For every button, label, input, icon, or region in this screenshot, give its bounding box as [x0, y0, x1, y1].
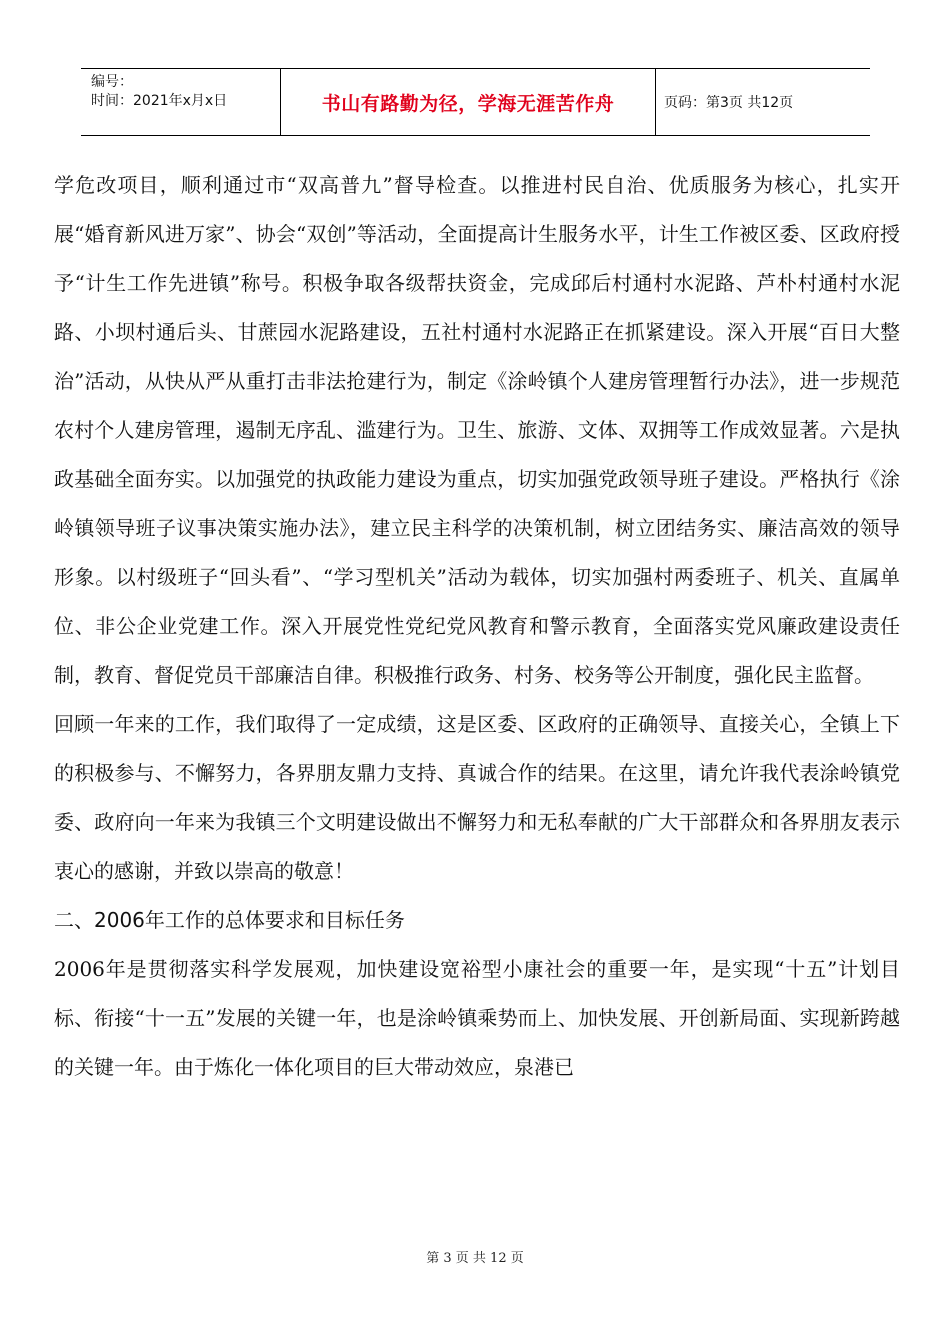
page-footer	[0, 1247, 950, 1266]
header-meta	[81, 69, 281, 135]
document-date: 时间：2021年x月x日	[91, 93, 228, 109]
section-heading: 二、2006年工作的总体要求和目标任务	[54, 908, 405, 932]
page-code-text: 页码：第3页 共12页	[664, 95, 794, 111]
document-body	[54, 161, 900, 1092]
body-paragraph: 回顾一年来的工作，我们取得了一定成绩，这是区委、区政府的正确领导、直接关心，全镇上下的积极参与、不懈努力，各界朋友鼎力支持、真诚合作的结果。在这里，请允许我代表涂岭镇党委、政府向一年来为我镇三个文明建设做出不懈努力和无私奉献的广大干部群众和各界朋友表示衷心的感谢，并致以崇高的敬意！	[54, 712, 900, 883]
header-page-code	[656, 69, 870, 135]
document-number-label: 编号：	[91, 74, 133, 90]
body-paragraph: 2006年是贯彻落实科学发展观，加快建设宽裕型小康社会的重要一年，是实现“十五”计划目标、衔接“十一五”发展的关键一年，也是涂岭镇乘势而上、加快发展、开创新局面、实现新跨越的关键一年。由于炼化一体化项目的巨大带动效应，泉港已	[54, 957, 900, 1079]
header-motto-cell	[281, 69, 656, 135]
body-paragraph: 学危改项目，顺利通过市“双高普九”督导检查。以推进村民自治、优质服务为核心，扎实开展“婚育新风进万家”、协会“双创”等活动，全面提高计生服务水平，计生工作被区委、区政府授予“计生工作先进镇”称号。积极争取各级帮扶资金，完成邱后村通村水泥路、芦朴村通村水泥路、小坝村通后头、甘蔗园水泥路建设，五社村通村水泥路正在抓紧建设。深入开展“百日大整治”活动，从快从严从重打击非法抢建行为，制定《涂岭镇个人建房管理暂行办法》，进一步规范农村个人建房管理，遏制无序乱、滥建行为。卫生、旅游、文体、双拥等工作成效显著。六是执政基础全面夯实。以加强党的执政能力建设为重点，切实加强党政领导班子建设。严格执行《涂岭镇领导班子议事决策实施办法》，建立民主科学的决策机制，树立团结务实、廉洁高效的领导形象。以村级班子“回头看”、“学习型机关”活动为载体，切实加强村两委班子、机关、直属单位、非公企业党建工作。深入开展党性党纪党风教育和警示教育，全面落实党风廉政建设责任制，教育、督促党员干部廉洁自律。积极推行政务、村务、校务等公开制度，强化民主监督。	[54, 173, 900, 687]
header-motto: 书山有路勤为径，学海无涯苦作舟	[321, 92, 615, 115]
page-header	[81, 68, 870, 136]
footer-page-number: 第 3 页 共 12 页	[426, 1251, 524, 1266]
